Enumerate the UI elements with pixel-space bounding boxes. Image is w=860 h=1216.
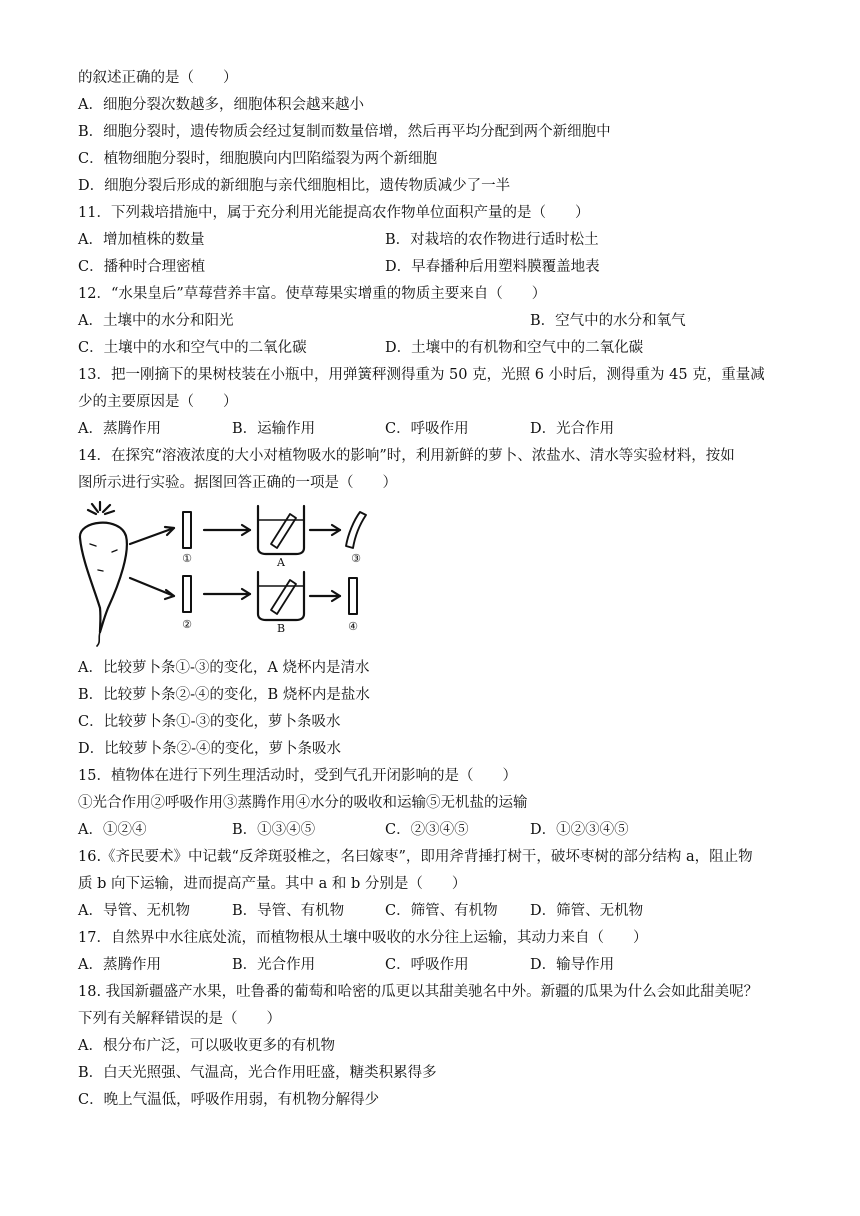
q17-option-b: B．光合作用 <box>232 957 316 973</box>
q13-stem-line1: 13．把一刚摘下的果树枝装在小瓶中，用弹簧秤测得重为 50 克，光照 6 小时后，测得重为 45 克，重量减 <box>78 367 765 383</box>
figure-label-beaker-b: B <box>276 622 286 635</box>
q10-option-b: B．细胞分裂时，遗传物质会经过复制而数量倍增，然后再平均分配到两个新细胞中 <box>78 124 611 140</box>
q17-option-a: A．蒸腾作用 <box>78 957 161 973</box>
q11-option-a: A．增加植株的数量 <box>78 232 205 248</box>
q17-stem: 17．自然界中水往底处流，而植物根从土壤中吸收的水分往上运输，其动力来自（ ） <box>78 930 648 946</box>
q11-stem: 11．下列栽培措施中，属于充分利用光能提高农作物单位面积产量的是（ ） <box>78 205 590 221</box>
q11-option-b: B．对栽培的农作物进行适时松土 <box>385 232 599 248</box>
q17-option-d: D．输导作用 <box>530 957 615 973</box>
q15-option-d: D．①②③④⑤ <box>530 822 629 838</box>
q15-option-c: C．②③④⑤ <box>385 822 469 838</box>
q18-stem-line1: 18. 我国新疆盛产水果，吐鲁番的葡萄和哈密的瓜更以其甜美驰名中外。新疆的瓜果为什么会如此甜美呢？ <box>78 984 759 1000</box>
q11-option-c: C．播种时合理密植 <box>78 259 206 275</box>
figure-label-strip-2: ② <box>182 618 192 631</box>
figure-label-beaker-a: A <box>277 556 285 569</box>
q10-option-d: D．细胞分裂后形成的新细胞与亲代细胞相比，遗传物质减少了一半 <box>78 178 511 194</box>
q16-option-b: B．导管、有机物 <box>232 903 345 919</box>
q16-stem-line2: 质 b 向下运输，进而提高产量。其中 a 和 b 分别是（ ） <box>78 876 467 892</box>
figure-label-strip-4: ④ <box>348 620 358 633</box>
figure-label-strip-1: ① <box>182 552 192 565</box>
q13-option-b: B．运输作用 <box>232 421 316 437</box>
q17-option-c: C．呼吸作用 <box>385 957 469 973</box>
q13-option-a: A．蒸腾作用 <box>78 421 161 437</box>
q15-option-b: B．①③④⑤ <box>232 822 316 838</box>
q16-stem-line1: 16.《齐民要术》中记载“反斧斑驳椎之，名曰嫁枣”，即用斧背捶打树干，破坏枣树的部分结构 a，阻止物 <box>78 849 753 865</box>
q12-option-b: B．空气中的水分和氧气 <box>530 313 686 329</box>
q14-option-b: B．比较萝卜条②-④的变化，B 烧杯内是盐水 <box>78 687 370 703</box>
q15-items: ①光合作用②呼吸作用③蒸腾作用④水分的吸收和运输⑤无机盐的运输 <box>78 795 528 811</box>
q10-stem-continued: 的叙述正确的是（ ） <box>78 70 238 86</box>
q16-option-c: C．筛管、有机物 <box>385 903 498 919</box>
q14-stem-line1: 14．在探究“溶液浓度的大小对植物吸水的影响”时，利用新鲜的萝卜、浓盐水、清水等实验材料，按如 <box>78 448 735 464</box>
q14-option-a: A．比较萝卜条①-③的变化，A 烧杯内是清水 <box>78 660 370 676</box>
q18-option-b: B．白天光照强、气温高，光合作用旺盛，糖类积累得多 <box>78 1065 437 1081</box>
q18-option-c: C．晚上气温低，呼吸作用弱，有机物分解得少 <box>78 1092 380 1108</box>
q15-stem: 15．植物体在进行下列生理活动时，受到气孔开闭影响的是（ ） <box>78 768 517 784</box>
q14-option-c: C．比较萝卜条①-③的变化，萝卜条吸水 <box>78 714 341 730</box>
q13-stem-line2: 少的主要原因是（ ） <box>78 394 238 410</box>
q16-option-d: D．筛管、无机物 <box>530 903 644 919</box>
figure-label-strip-3: ③ <box>351 552 361 565</box>
q18-stem-line2: 下列有关解释错误的是（ ） <box>78 1011 281 1027</box>
q14-option-d: D．比较萝卜条②-④的变化，萝卜条吸水 <box>78 741 342 757</box>
q11-option-d: D．早春播种后用塑料膜覆盖地表 <box>385 259 600 275</box>
q18-option-a: A．根分布广泛，可以吸收更多的有机物 <box>78 1038 335 1054</box>
q10-option-c: C．植物细胞分裂时，细胞膜向内凹陷缢裂为两个新细胞 <box>78 151 438 167</box>
q12-option-d: D．土壤中的有机物和空气中的二氧化碳 <box>385 340 644 356</box>
q16-option-a: A．导管、无机物 <box>78 903 190 919</box>
radish-experiment-figure <box>70 500 380 648</box>
q12-option-a: A．土壤中的水分和阳光 <box>78 313 234 329</box>
q10-option-a: A．细胞分裂次数越多，细胞体积会越来越小 <box>78 97 364 113</box>
q12-option-c: C．土壤中的水和空气中的二氧化碳 <box>78 340 307 356</box>
q13-option-c: C．呼吸作用 <box>385 421 469 437</box>
q14-stem-line2: 图所示进行实验。据图回答正确的一项是（ ） <box>78 475 397 491</box>
q12-stem: 12．“水果皇后”草莓营养丰富。使草莓果实增重的物质主要来自（ ） <box>78 286 547 302</box>
q13-option-d: D．光合作用 <box>530 421 615 437</box>
q15-option-a: A．①②④ <box>78 822 147 838</box>
